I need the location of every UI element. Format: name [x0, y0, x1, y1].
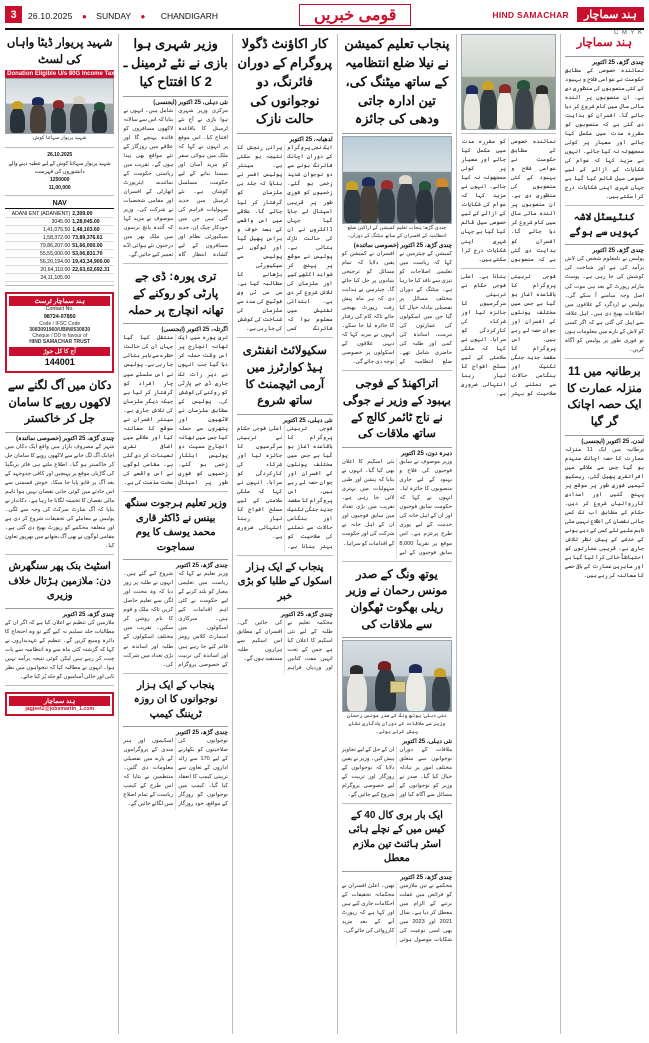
- paper-name-english: HIND SAMACHAR: [492, 9, 569, 20]
- article-headline: کنٹیسٹل لاشہ کہویں سے ہوگے: [569, 212, 640, 238]
- row-value-1: 22,63,02,692.31: [71, 266, 114, 274]
- ad-donation-bar: Donation Eligible U/s 80G Income Tax: [5, 70, 114, 78]
- article-uk-building-collapse: [565, 363, 644, 584]
- separator-dot: ●: [82, 11, 87, 21]
- total-label: آج کا کل جوڑ: [9, 347, 110, 356]
- trust-name-english: HIND SAMACHAR TRUST: [29, 339, 91, 346]
- bank-code: 3083091960/UBIN0530830: [29, 327, 91, 334]
- photo-figures: [343, 660, 451, 712]
- column-3: [232, 34, 333, 1034]
- article-employees-suspended: [342, 808, 452, 948]
- article-headline: پنجاب تعلیم کمیشن نے نیلا ضلع انتظامیہ کے ساتھ میٹنگ کی، تین ادارہ جاتی ودھی کی جائزہ: [344, 36, 450, 127]
- photo-figures: [6, 100, 113, 133]
- article-body: شہر کے مصروف بازار میں واقع ایک دکان میں اچانک آگ لگ جانے سے لاکھوں روپے کا سامان جل کر خاکستر ہو گیا۔ اطلاع ملتے ہی فائر بریگیڈ کی گاڑیاں موقع پر پہنچیں اور کافی جدوجہد کے بعد آگ پر قابو پایا جا سکا۔ خوش قسمتی سے اس حادثے میں کوئی جانی نقصان نہیں ہوا تاہم مالی نقصان کا تخمینہ لگایا جا رہا ہے۔ دکاندار نے بتایا کہ آگ شارٹ سرکٹ کی وجہ سے لگی۔ پولیس نے معاملے کی تحقیقات شروع کر دی ہے اور متعلقہ محکمے کو رپورٹ بھیج دی گئی ہے۔ مقامی لوگوں نے بھی آگ بجھانے میں بھرپور تعاون کیا۔: [5, 443, 115, 550]
- section-title: قومی خبریں: [299, 4, 411, 26]
- article-headline: پنجاب کے ایک ہزار نوجوانوں کا ان روزہ ٹریننگ کیمپ: [133, 679, 218, 720]
- row-label: 79,86,207.00: [5, 242, 71, 250]
- trust-contact-box: [5, 292, 114, 373]
- footer-email: jagjeet2@jobsmartin_1.com: [25, 706, 95, 713]
- article-headline: برطانیہ میں 11 منزلہ عمارت کا ایک حصہ اچانک گر گیا: [566, 365, 642, 428]
- article-headline: اتراکھنڈ کے فوجی بہبود کے وزیر نے جوگی نے ناج ٹائمر کالج کے ساتھ ملاقات کی: [342, 378, 451, 441]
- article-headline: وزیر تعلیم ہرجوت سنگھ بینس نے ڈاکٹر قاری محمد یوسف کا یوم سماجوت: [124, 498, 227, 553]
- article-body: ملازمین کی تنظیم نے اعلان کیا ہے کہ اگر ان کے مطالبات جلد تسلیم نہ کیے گئے تو وہ احتجاج کا دائرہ وسیع کریں گے۔ تنظیم کے عہدیداروں نے کہا کہ گزشتہ کئی ماہ سے وہ انتظامیہ سے بات چیت کر رہے ہیں لیکن کوئی نتیجہ برآمد نہیں ہوا۔ انہوں نے مطالبہ کیا کہ تنخواہوں میں نظر ثانی اور خالی آسامیوں کو جلد پُر کیا جائے۔: [5, 619, 115, 681]
- article-byline: چندی گڑھ، 25 اکتوبر (خصوصی نمائندہ): [16, 435, 115, 442]
- quote-amount-1: 1250000: [49, 177, 70, 184]
- table-row: [5, 266, 114, 274]
- article-body: فوجی تربیتی پروگرام کا باقاعدہ آغاز ہو گیا ہے جس میں مختلف یونٹوں کے افسران اور جوان حصہ لے رہے ہیں۔ اس پروگرام کا مقصد جدید جنگی تکنیک اور ہنگامی حالات سے نمٹنے کی صلاحیت کو بہتر بنانا ہے۔ اعلیٰ فوجی حکام نے تربیتی سرگرمیوں کا جائزہ لیا اور شرکاء کی کارکردگی کو سراہا۔ انہوں نے کہا کہ ملکی سلامتی کے لیے مسلح افواج کا تیار رہنا انتہائی ضروری ہے۔: [236, 425, 333, 550]
- article-headline: پنجاب کے ایک ہزار اسکول کے طلبا کو بڑی خبر: [237, 561, 332, 602]
- row-label: 55,55,000.00: [5, 250, 71, 258]
- row-value-1: 1,28,045.00: [71, 218, 114, 226]
- row-value-1: 73,89,376.61: [71, 234, 114, 242]
- article-youth-wing-president: [342, 566, 452, 804]
- article-headline: اسٹیٹ بنک پھر سنگھرش دن: ملازمین ہڑتال خلاف وزیری: [8, 561, 111, 602]
- ad-photo: [5, 78, 114, 134]
- article-youth-camp: [123, 678, 228, 813]
- table-row: [5, 226, 114, 234]
- article-byline: چندی گڑھ، 25 اکتوبر: [176, 730, 228, 737]
- article-byline: نئی دہلی، 25 اکتوبر: [282, 417, 333, 424]
- table-row: [5, 274, 114, 282]
- ad-shaheed-parivar: [5, 34, 114, 148]
- footer-contact-box: [5, 692, 114, 716]
- column-6: [560, 34, 644, 1034]
- article-body: ملاقات کے دوران نوجوانوں سے متعلق مختلف امور پر تبادلہ خیال کیا گیا۔ صدر نے وزیر کو نوجوانوں کے مسائل سے آگاہ کیا اور ان کے حل کے لیے تجاویز پیش کیں۔ وزیر نے یقین دلایا کہ نوجوانوں کے روزگار اور تربیت کے لیے خصوصی پروگرام شروع کیے جائیں گے۔: [341, 746, 453, 798]
- code-label: Code / IFSC Code: [39, 321, 81, 328]
- publication-day: SUNDAY: [96, 10, 132, 21]
- photo-caption: چندی گڑھ: پنجاب تعلیم کمیشن کے اراکین ضلع انتظامیہ کے افسران کے ساتھ میٹنگ کے دوران۔: [347, 225, 447, 240]
- masthead-meta: [28, 6, 218, 24]
- article-body: پولیس نے نامعلوم شخص کی لاش برآمد کی ہے اور شناخت کی کوشش کی جا رہی ہے۔ پوسٹ مارٹم رپورٹ کے بعد ہی موت کی اصل وجہ سامنے آ سکے گی۔ پولیس نے اردگرد کے علاقوں میں اطلاعات بھیج دی ہیں۔ اہل علاقہ سے اپیل کی گئی ہے کہ اگر کسی کو لاش کے بارے میں معلومات ہوں تو فوری طور پر پولیس کو آگاہ کریں۔: [564, 256, 644, 353]
- table-row: [5, 258, 114, 266]
- article-body: محکمہ تعلیم نے طلبہ کے لیے نئی اسکیم کا اعلان کیا ہے جس کے تحت انہیں مفت کتابیں اور وردیاں فراہم کی جائیں گی۔ افسران کے مطابق اس اسکیم سے ہزاروں طلبہ مستفید ہوں گے۔: [236, 620, 333, 672]
- article-body: محکمے نے تین ملازمین کو فرائض میں غفلت برتنے کے الزام میں معطل کر دیا ہے۔ سال 2021 اور 2023 میں بھی اسی نوعیت کی شکایات موصول ہوئی تھیں۔ اعلیٰ افسران نے محکمانہ تحقیقات کے احکامات جاری کیے ہیں اور کہا ہے کہ رپورٹ آنے کے بعد مزید کارروائی کی جائے گی۔: [341, 882, 453, 944]
- rates-table: [5, 210, 114, 282]
- table-row: [5, 210, 114, 218]
- footer-paper-name: ہند سماچار: [9, 696, 110, 706]
- article-byline: چندی گڑھ، 25 اکتوبر: [280, 612, 333, 619]
- article-education-minister: [123, 496, 228, 674]
- article-byline: چندی گڑھ، 25 اکتوبر (خصوصی نمائندہ): [353, 242, 453, 249]
- article-body: نوجوانوں کی صلاحیتوں کو نکھارنے کے لیے 170 سے زائد اداروں کے تعاون سے تربیتی کیمپ کا انعقاد کیا گیا۔ کیمپ میں نوجوانوں کو روزگار کے مواقع، خود روزگار اسکیموں اور ہنر مندی کے پروگراموں کے بارے میں تفصیلی معلومات دی گئیں۔ منتظمین نے بتایا کہ اس طرح کے کیمپ ریاست کے تمام اضلاع میں لگائے جائیں گے۔: [123, 738, 228, 808]
- article-unidentified-body: [565, 210, 644, 359]
- column5-article-2: [461, 273, 556, 403]
- article-byline: نئی دہلی، 25 اکتوبر (ایجنسی): [153, 99, 228, 106]
- ad-headline: شہید پریوار ڈیٹا واہاں کی لسٹ: [6, 37, 113, 66]
- page-grid: [5, 34, 644, 1034]
- article-terminal-inauguration: [123, 34, 228, 264]
- article-shop-fire: [5, 377, 114, 556]
- article-army-attachment: [237, 342, 333, 555]
- article-headline: تری پورہ: ڈی جے پارٹی کو روکنے کے تھانہ انچارج پر حملہ: [127, 271, 224, 317]
- row-label: ADANI ENT (ADANIENT): [5, 210, 71, 218]
- nav-rates-table: [5, 200, 114, 286]
- row-label: 1,58,372.00: [5, 234, 71, 242]
- article-body: کمیشن کے چیئرمین نے کہا کہ ریاست میں تعلیمی اصلاحات کو تیزی سے نافذ کیا جا رہا ہے۔ میٹنگ کے دوران مختلف مسائل پر تفصیلی تبادلہ خیال کیا گیا جن میں اسکولوں کی عمارتوں کی مرمت، اساتذہ کی کمی اور طلبہ کی حاضری شامل تھے۔ ضلع انتظامیہ کے افسران نے کمیشن کو یقین دلایا کہ تمام مسائل کو ترجیحی بنیادوں پر حل کیا جائے گا۔ چیئرمین نے ہدایت دی کہ ہر ماہ پیش رفت رپورٹ بھیجی جائے تاکہ کام کی رفتار کا جائزہ لیا جا سکے۔ انہوں نے مزید کہا کہ دیہی علاقوں کے اسکولوں پر خصوصی توجہ دی جائے گی۔: [341, 250, 453, 366]
- article-byline: لندن، 25 اکتوبر (ایجنسی): [581, 438, 644, 445]
- table-row: [5, 218, 114, 226]
- column-2: [118, 34, 228, 1034]
- row-value-1: 1,48,103.60: [71, 226, 114, 234]
- column-1: [5, 34, 114, 1034]
- article-headline: وزیر شہری ہوا بازی نے نئے ٹرمینل ـ 2 کا افتتاح کیا: [123, 36, 228, 89]
- quote-date: 26.10.2025: [47, 152, 73, 159]
- article-byline: اگرتلہ، 25 اکتوبر (ایجنسی): [161, 327, 228, 334]
- phone-label: Contact No.: [45, 306, 74, 313]
- publication-date: 26.10.2025: [28, 10, 73, 21]
- photo-figures: [343, 163, 451, 223]
- article-tripura-dj-attack: [123, 268, 228, 492]
- row-value-1: 53,06,831.70: [71, 250, 114, 258]
- row-label: 3045.00: [5, 218, 71, 226]
- handover-photo: [342, 640, 452, 712]
- donation-quote-block: [5, 152, 114, 196]
- total-amount: 144001: [44, 357, 75, 368]
- row-label: 24,11,105.00: [5, 274, 71, 282]
- row-label: 20,64,110.00: [5, 266, 71, 274]
- quote-amount-2: 11,00,000: [48, 184, 71, 191]
- color-registration-marks: C M Y K: [613, 30, 643, 36]
- photo-figures: [462, 61, 555, 129]
- article-byline: چندی گڑھ، 25 اکتوبر: [592, 59, 644, 66]
- quote-text: شہید پریوار سہائتا کوش کے لیے عطیہ دینے والے دانشوروں کی فہرست: [8, 160, 111, 176]
- nav-table-header: NAV: [5, 200, 114, 209]
- article-bank-strike: [5, 559, 114, 686]
- phone-number: 98724-07850: [43, 313, 76, 320]
- article-punjab-commission-brief: [565, 34, 644, 206]
- article-byline: چندی گڑھ، 25 اکتوبر: [62, 611, 115, 618]
- article-body: نمائندہ خصوصی کے مطابق حکومت نے عوامی فلاح و بہبود کے کئی منصوبوں کی منظوری دی ہے۔ ان منصوبوں پر آئندہ مالی سال میں کام شروع کر دیا جائے گا۔ افسران کو ہدایت دی گئی ہے کہ منصوبوں کو مقررہ مدت میں مکمل کیا جائے اور معیار پر کوئی سمجھوتہ نہ کیا جائے۔ انہوں نے مزید کہا کہ عوام کی شکایات کے ازالے کے لیے خصوصی سیل قائم کیا گیا ہے جہاں شہری اپنی شکایات درج کرا سکتے ہیں۔: [564, 67, 644, 201]
- article-headline: دکان میں آگ لگنے سے لاکھوں روپے کا سامان جل کر خاکستر: [7, 379, 112, 426]
- article-body: فوجی تربیتی پروگرام کا باقاعدہ آغاز ہو گیا ہے جس میں مختلف یونٹوں کے افسران اور جوان حصہ لے رہے ہیں۔ اس پروگرام کا مقصد جدید جنگی تکنیک اور ہنگامی حالات سے نمٹنے کی صلاحیت کو بہتر بنانا ہے۔ اعلیٰ فوجی حکام نے تربیتی سرگرمیوں کا جائزہ لیا اور شرکاء کی کارکردگی کو سراہا۔ انہوں نے کہا کہ ملکی سلامتی کے لیے مسلح افواج کا تیار رہنا انتہائی ضروری ہے۔: [461, 273, 556, 398]
- meeting-photo: [342, 136, 452, 224]
- article-byline: دہرہ دون، 25 اکتوبر: [401, 451, 453, 458]
- section-title-wrap: [218, 4, 492, 26]
- table-row: [5, 242, 114, 250]
- article-body: مرکزی وزیر شہری ہوا بازی نے آج نئے ٹرمینل کا باقاعدہ افتتاح کیا۔ اس موقع پر انہوں نے کہا کہ ملک میں ہوائی سفر کو مزید آسان اور سستا بنانے کے لیے حکومت مسلسل کوشاں ہے۔ نئے ٹرمینل میں جدید سہولیات فراہم کی گئی ہیں جن میں خودکار چیک اِن، جدید سیکیورٹی نظام اور مسافروں کے لیے کشادہ انتظار گاہ شامل ہیں۔ انہوں نے بتایا کہ اس سے سالانہ لاکھوں مسافروں کو فائدہ پہنچے گا اور علاقے میں روزگار کے نئے مواقع بھی پیدا ہوں گے۔ تقریب میں ریاستی حکومت کے نمائندے، ایئرپورٹ اتھارٹی کے افسران اور مقامی شخصیات نے شرکت کی۔ وزیر موصوف نے مزید کہا کہ آئندہ پانچ برسوں میں ملک بھر میں درجنوں نئے ہوائی اڈے تعمیر کیے جائیں گے۔: [123, 107, 228, 259]
- article-firing-incident: [237, 34, 333, 338]
- table-row: [5, 250, 114, 258]
- row-value-1: 51,66,000.00: [71, 242, 114, 250]
- article-body: وزیر موصوف نے سابق فوجیوں کی فلاح و بہبود کے لیے جاری منصوبوں کا جائزہ لیا۔ انہوں نے کہا کہ حکومت سابق فوجیوں اور ان کے اہل خانہ کی خدمت کے لیے پوری طرح پرعزم ہے۔ اس موقع پر تقریباً 8,000 سابق فوجیوں کے لیے نئی اسکیم کا اعلان بھی کیا گیا۔ انہوں نے بتایا کہ پنشن اور طبی سہولیات میں بہتری لائی جا رہی ہے۔ تقریب میں بڑی تعداد میں سابق فوجیوں اور ان کے اہل خانہ نے شرکت کی اور حکومت کے اقدامات کو سراہا۔: [341, 459, 453, 556]
- column5-article: [461, 138, 556, 269]
- column-4: [337, 34, 452, 1034]
- cheque-note: Cheque / DD in favour of: [32, 333, 88, 340]
- trust-name-urdu: ہند سماچار ٹرسٹ: [9, 296, 110, 306]
- article-byline: لدھیانہ، 25 اکتوبر: [289, 137, 333, 144]
- edition-city: CHANDIGARH: [160, 10, 218, 21]
- separator-dot-2: ●: [140, 11, 146, 21]
- ad-red-bar-label: شہید پریوار سہائتا کوش: [33, 135, 87, 142]
- article-headline: کار اکاؤنٹ ڈگولا پروگرام کے دوران فائرنگ، دو نوجوانوں کی حالت نازک: [237, 36, 333, 127]
- table-row: [5, 234, 114, 242]
- paper-logo-urdu: ہند سماچار: [577, 7, 644, 22]
- article-body: وزیر تعلیم نے کہا کہ ریاست میں تعلیمی معیار کو بلند کرنے کے لیے حکومت نے کئی اہم اقدامات کیے ہیں۔ سرکاری اسکولوں میں اسمارٹ کلاس رومز قائم کیے جا رہے ہیں اور اساتذہ کی تربیت کے خصوصی پروگرام شروع کیے گئے ہیں۔ انہوں نے طلبہ پر زور دیا کہ وہ محنت اور لگن سے تعلیم حاصل کریں تاکہ ملک و قوم کا نام روشن کر سکیں۔ تقریب میں مختلف اسکولوں کے طلبہ اور اساتذہ نے بڑی تعداد میں شرکت کی۔: [123, 571, 228, 668]
- lead-photo: [461, 34, 556, 130]
- article-byline: چندی گڑھ، 25 اکتوبر: [400, 874, 453, 881]
- article-headline: یوتھ ونگ کے صدر مونس رحمان نے وزیر ریلی بھگوت ٹھگوان سے ملاقات کی: [346, 568, 448, 631]
- article-byline: چندی گڑھ، 25 اکتوبر: [592, 248, 644, 255]
- article-education-commission: [342, 34, 452, 371]
- lead-photo-block: [461, 34, 556, 134]
- row-value-1: 2,309.00: [71, 210, 114, 218]
- row-value-1: 19,43,34,900.00: [71, 258, 114, 266]
- row-label: 1,41,075.50: [5, 226, 71, 234]
- article-headline: سکیولائٹ انفنٹری ہیڈ کوارٹرز میں آرمی اٹیچمنٹ کا ساتھ شروع: [242, 345, 327, 408]
- photo-caption: نئی دہلی: یوتھ ونگ کے صدر مونس رحمان وزیر سے ملاقات کے دوران یادگاری نشان پیش کرتے ہوئے۔: [347, 713, 447, 735]
- article-uttarakhand-welfare: [342, 375, 452, 561]
- article-school-students: [237, 560, 333, 677]
- article-body: تری پورہ میں ایک تھانہ انچارج پر اس وقت حملہ کر دیا گیا جب انہوں نے دیر رات تک جاری ڈی جے پارٹی کو روکنے کی کوشش کی۔ پولیس کے مطابق ملزمان نے لاٹھیوں اور پتھروں سے حملہ کیا جس میں تھانہ انچارج سمیت دو پولیس اہلکار زخمی ہو گئے۔ زخمیوں کو فوری طور پر اسپتال منتقل کیا گیا جہاں ان کی حالت خطرے سے باہر بتائی جا رہی ہے۔ پولیس نے اس سلسلے میں چار افراد کو گرفتار کر لیا ہے جبکہ دیگر ملزمان کی تلاش جاری ہے۔ سینئر افسران نے موقع کا معائنہ کیا اور علاقے میں اضافی نفری تعینات کر دی گئی ہے۔ مقامی لوگوں نے اس واقعے کی سخت مذمت کی ہے۔: [123, 335, 228, 487]
- article-body: نمائندہ خصوصی کے مطابق حکومت نے عوامی فلاح و بہبود کے کئی منصوبوں کی منظوری دی ہے۔ ان منصوبوں پر آئندہ مالی سال میں کام شروع کر دیا جائے گا۔ افسران کو ہدایت دی گئی ہے کہ منصوبوں کو مقررہ مدت میں مکمل کیا جائے اور معیار پر کوئی سمجھوتہ نہ کیا جائے۔ انہوں نے مزید کہا کہ عوام کی شکایات کے ازالے کے لیے خصوصی سیل قائم کیا گیا ہے جہاں شہری اپنی شکایات درج کرا سکتے ہیں۔: [461, 139, 556, 263]
- article-body: برطانیہ میں ایک 11 منزلہ عمارت کا حصہ اچانک منہدم ہو گیا جس سے علاقے میں افراتفری پھیل گئی۔ ریسکیو ٹیمیں فوری طور پر موقع پر پہنچ گئیں اور امدادی کارروائیاں شروع کر دیں۔ حکام کے مطابق اب تک کسی جانی نقصان کی اطلاع نہیں ملی تاہم ملبے تلے کسی کے دبے ہونے کے خدشے کے پیش نظر تلاش جاری ہے۔ قریبی عمارتوں کو احتیاطاً خالی کرا لیا گیا ہے اور ماہرین عمارت کے باقی حصے کا معائنہ کر رہے ہیں۔: [564, 446, 644, 580]
- article-headline: ہند سماچار: [576, 37, 633, 49]
- article-byline: چندی گڑھ، 25 اکتوبر: [176, 563, 228, 570]
- row-label: 56,20,194.00: [5, 258, 71, 266]
- column-5: [456, 34, 556, 1034]
- article-body: ایک نجی پروگرام کے دوران اچانک فائرنگ ہونے سے دو نوجوان شدید زخمی ہو گئے۔ زخمیوں کو فوری طور پر قریبی اسپتال لے جایا گیا جہاں ڈاکٹروں نے ان کی حالت نازک بتائی ہے۔ پولیس نے موقع پر پہنچ کر شواہد اکٹھے کیے اور ملزمان کی تلاش شروع کر دی ہے۔ ابتدائی تفتیش میں معلوم ہوا کہ فائرنگ کسی پرانی رنجش کا نتیجہ ہو سکتی ہے۔ سینئر پولیس افسر نے بتایا کہ جلد ہی ملزمان کو گرفتار کر لیا جائے گا۔ علاقے میں اس واقعے کے بعد خوف و ہراس پھیل گیا اور لوگوں نے پولیس سے سیکیورٹی بڑھانے کا مطالبہ کیا ہے۔ سی سی ٹی وی فوٹیج کی مدد سے ملزمان کی شناخت کی کوشش کی جا رہی ہے۔: [236, 145, 333, 333]
- page-number: 3: [5, 6, 22, 23]
- article-byline: نئی دہلی، 25 اکتوبر: [402, 738, 453, 745]
- row-value-1: [71, 274, 114, 282]
- masthead: [5, 4, 644, 30]
- article-headline: ایک بار بری کال 40 کے کیس میں کے نچلے ہائی اسٹر ہائنٹ تین ملازم معطل: [348, 809, 446, 865]
